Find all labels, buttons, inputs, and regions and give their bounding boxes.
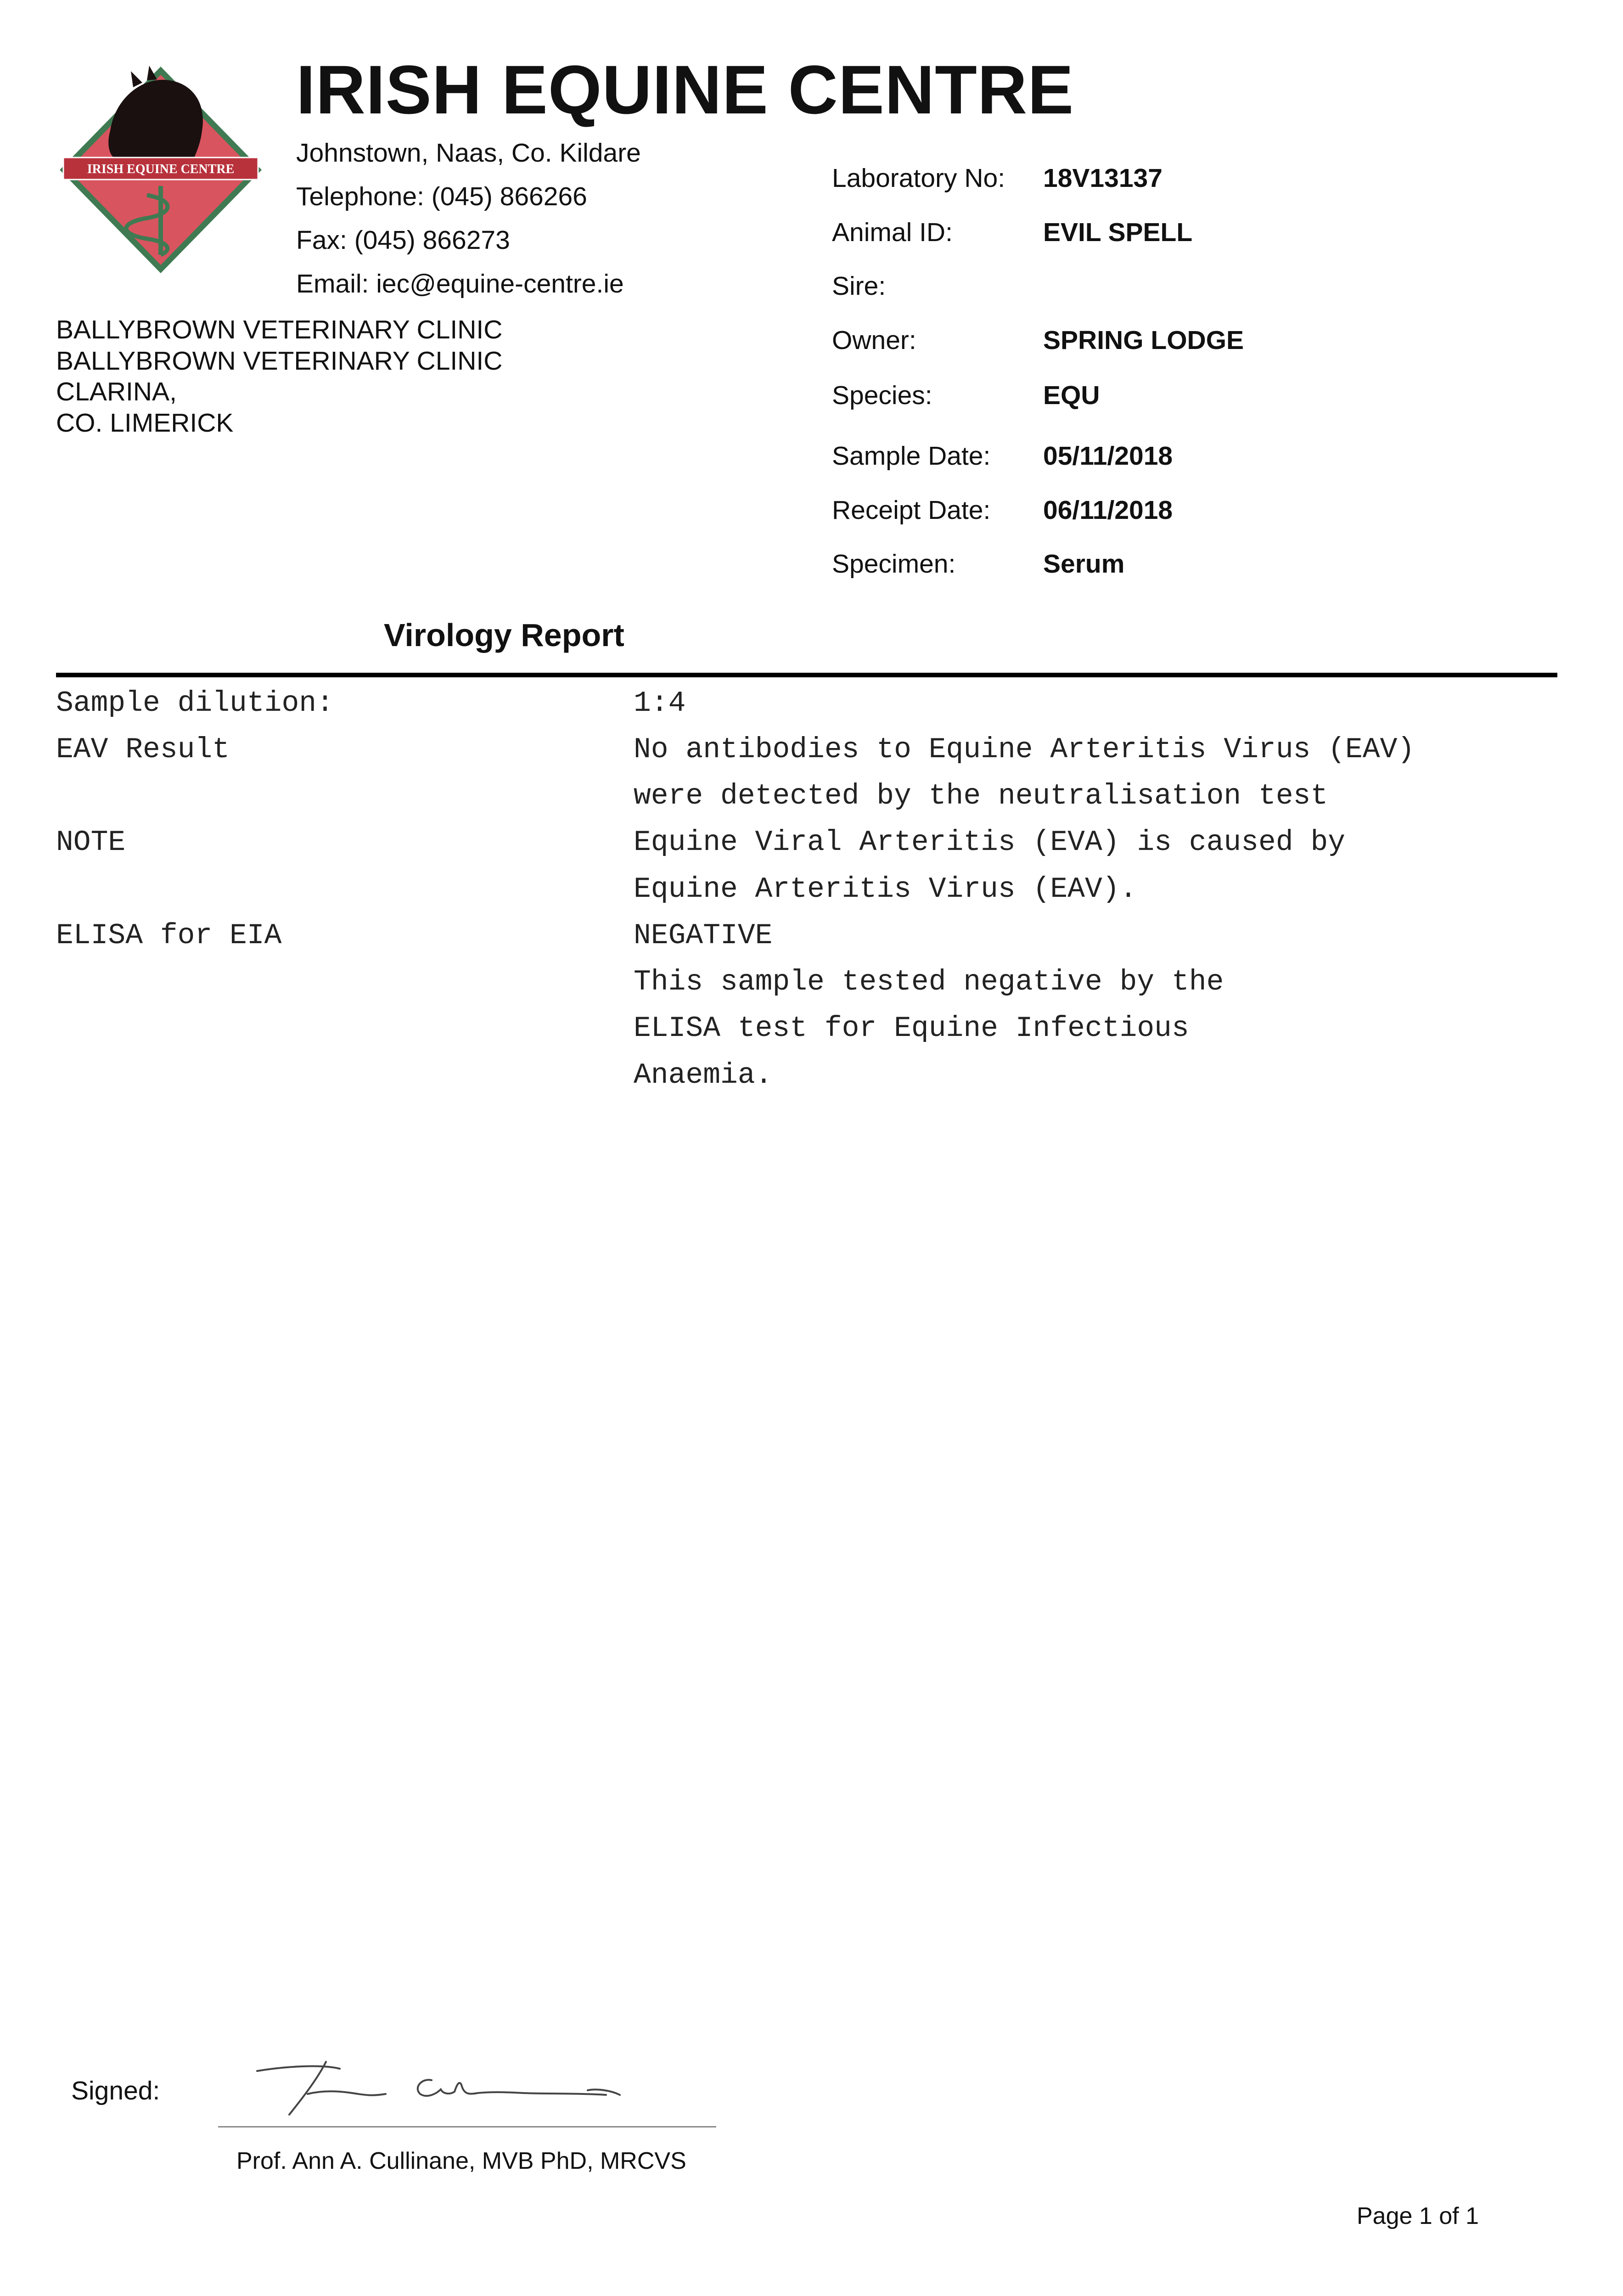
- centre-title: IRISH EQUINE CENTRE: [296, 51, 1074, 128]
- note-label: NOTE: [56, 826, 126, 859]
- recipient-line: CO. LIMERICK: [56, 408, 234, 438]
- owner-value: SPRING LODGE: [1043, 326, 1244, 355]
- centre-fax: Fax: (045) 866273: [296, 225, 510, 255]
- note-line: Equine Arteritis Virus (EAV).: [634, 873, 1137, 906]
- sire-label: Sire:: [832, 271, 886, 301]
- signer-name: Prof. Ann A. Cullinane, MVB PhD, MRCVS: [236, 2148, 686, 2174]
- centre-telephone: Telephone: (045) 866266: [296, 182, 587, 211]
- specimen-label: Specimen:: [832, 549, 956, 579]
- receipt-date-value: 06/11/2018: [1043, 495, 1173, 525]
- report-title: Virology Report: [384, 617, 624, 653]
- recipient-line: BALLYBROWN VETERINARY CLINIC: [56, 315, 503, 344]
- species-label: Species:: [832, 381, 932, 410]
- elisa-eia-line: ELISA test for Equine Infectious: [634, 1012, 1189, 1045]
- eav-result-line: were detected by the neutralisation test: [634, 780, 1328, 812]
- owner-label: Owner:: [832, 326, 916, 355]
- eav-result-label: EAV Result: [56, 733, 230, 766]
- signed-label: Signed:: [71, 2076, 160, 2105]
- lab-number-value: 18V13137: [1043, 163, 1162, 193]
- elisa-eia-label: ELISA for EIA: [56, 919, 282, 952]
- animal-id-value: EVIL SPELL: [1043, 218, 1193, 247]
- signature-line: [218, 2126, 716, 2127]
- irish-equine-centre-logo: [55, 62, 266, 278]
- handwritten-signature: [248, 2053, 652, 2122]
- elisa-eia-result: NEGATIVE: [634, 919, 773, 952]
- lab-number-label: Laboratory No:: [832, 163, 1005, 193]
- page-number: Page 1 of 1: [1357, 2203, 1479, 2229]
- centre-email: Email: iec@equine-centre.ie: [296, 269, 624, 298]
- elisa-eia-line: Anaemia.: [634, 1059, 773, 1092]
- centre-address: Johnstown, Naas, Co. Kildare: [296, 138, 641, 168]
- note-line: Equine Viral Arteritis (EVA) is caused by: [634, 826, 1346, 859]
- receipt-date-label: Receipt Date:: [832, 495, 991, 525]
- header-rule: [56, 673, 1557, 677]
- recipient-line: BALLYBROWN VETERINARY CLINIC: [56, 346, 503, 376]
- species-value: EQU: [1043, 381, 1100, 410]
- elisa-eia-line: This sample tested negative by the: [634, 966, 1224, 998]
- eav-result-line: No antibodies to Equine Arteritis Virus (EAV): [634, 733, 1415, 766]
- sample-dilution-value: 1:4: [634, 687, 686, 720]
- sample-date-value: 05/11/2018: [1043, 441, 1173, 471]
- sample-date-label: Sample Date:: [832, 441, 991, 471]
- specimen-value: Serum: [1043, 549, 1125, 579]
- recipient-line: CLARINA,: [56, 377, 177, 406]
- sample-dilution-label: Sample dilution:: [56, 687, 334, 720]
- logo-lettering: IRISH EQUINE CENTRE: [87, 162, 235, 176]
- animal-id-label: Animal ID:: [832, 218, 953, 247]
